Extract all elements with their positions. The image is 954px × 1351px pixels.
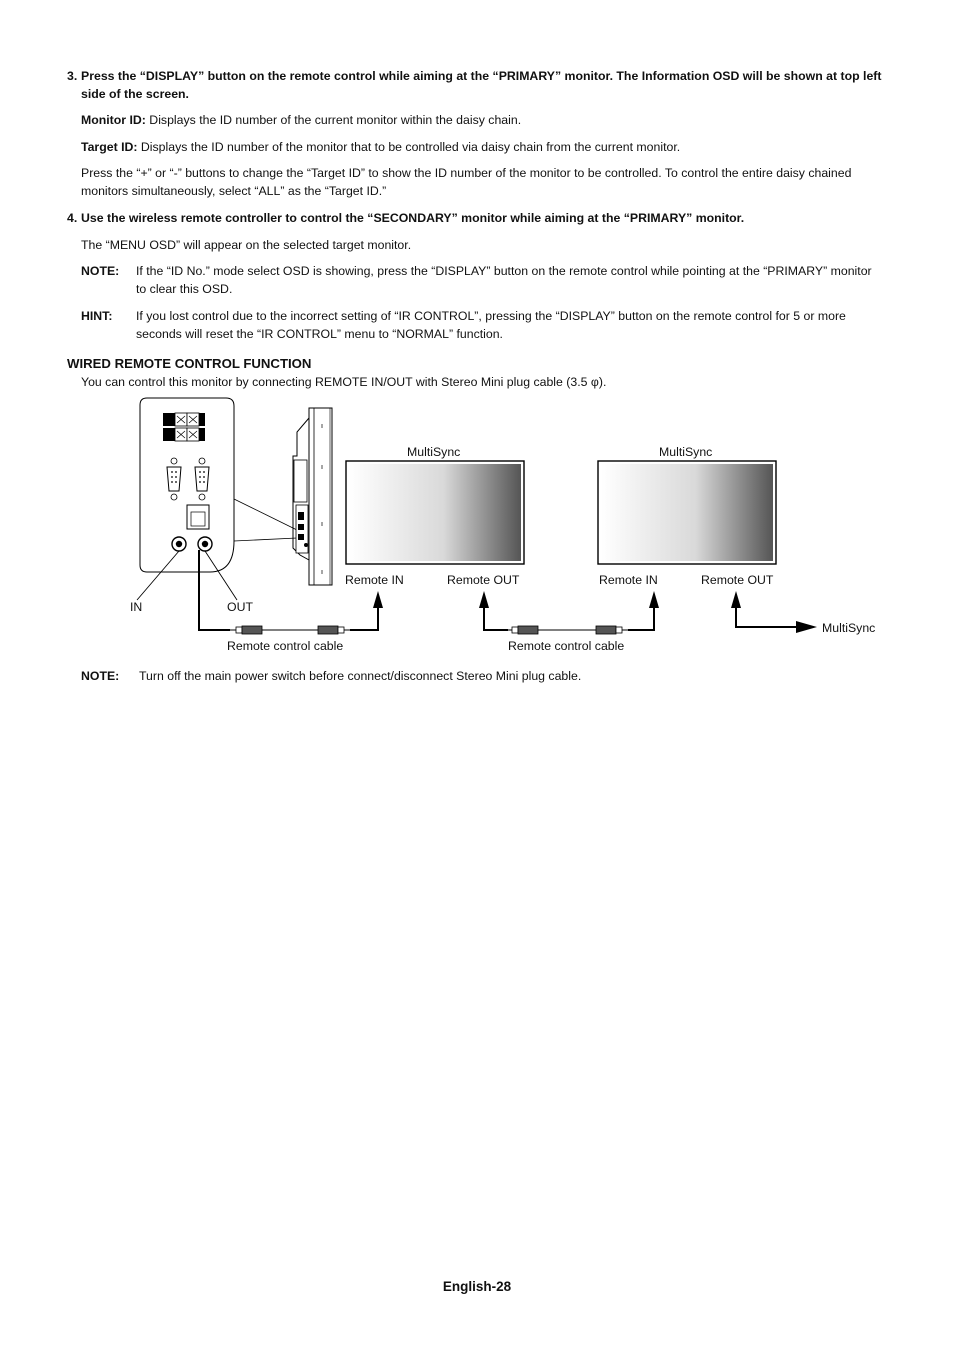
target-id-label: Target ID: <box>81 140 138 154</box>
cable-out-route <box>736 600 800 627</box>
cable-1-label: Remote control cable <box>227 639 344 653</box>
monitor-2-remote-in-label: Remote IN <box>599 573 658 587</box>
lan-port-icon <box>187 505 209 529</box>
note-label: NOTE: <box>81 669 120 683</box>
connector-panel <box>137 398 237 600</box>
monitor-1-label: MultiSync <box>407 445 461 459</box>
step-text: Use the wireless remote controller to control the “SECONDARY” monitor while aiming at the “PRIMARY” monitor. <box>81 211 745 225</box>
note-text: Turn off the main power switch before connect/disconnect Stereo Mini plug cable. <box>139 669 582 683</box>
arrow-right-icon <box>796 621 817 633</box>
monitor-1-remote-out-label: Remote OUT <box>447 573 520 587</box>
remote-in-jack-icon <box>172 537 186 551</box>
monitor-id-label: Monitor ID: <box>81 113 146 127</box>
arrow-up-icon <box>373 591 383 608</box>
monitor-2-label: MultiSync <box>659 445 713 459</box>
section-intro: You can control this monitor by connecting REMOTE IN/OUT with Stereo Mini plug cable (3.5 φ). <box>81 375 607 389</box>
monitor-1 <box>346 461 524 564</box>
note-label: NOTE: <box>81 264 120 278</box>
hint-text: If you lost control due to the incorrect setting of “IR CONTROL”, pressing the “DISPLAY” button on the remote control for 5 or more seconds will reset the “IR CONTROL” menu to “NORMAL” function. <box>136 309 846 341</box>
cable-2-route <box>484 600 654 630</box>
in-label: IN <box>130 600 143 614</box>
monitor-id-text: Displays the ID number of the current monitor within the daisy chain. <box>145 113 522 127</box>
stereo-mini-plug-cable-icon <box>230 626 350 634</box>
target-id-text: Displays the ID number of the monitor that to be controlled via daisy chain from the current monitor. <box>137 140 681 154</box>
out-label: OUT <box>227 600 253 614</box>
monitor-2 <box>598 461 776 564</box>
bottom-note <box>81 667 881 685</box>
arrow-up-icon <box>649 591 659 608</box>
cable-2-label: Remote control cable <box>508 639 625 653</box>
section-heading: WIRED REMOTE CONTROL FUNCTION <box>67 356 312 371</box>
monitor-side-view <box>293 408 332 585</box>
step-number: 3. <box>67 69 78 83</box>
monitor-2-remote-out-label: Remote OUT <box>701 573 774 587</box>
step-number: 4. <box>67 211 78 225</box>
step-text: Press the “DISPLAY” button on the remote control while aiming at the “PRIMARY” monitor. The Information OSD will be shown at top left side of the screen. <box>81 69 882 101</box>
target-id-instructions: Press the “+” or “-” buttons to change the “Target ID” to show the ID number of the monitor to be controlled. To control the entire daisy chained monitors simultaneously, select “ALL” as the “Target ID.” <box>81 166 852 198</box>
hint-label: HINT: <box>81 309 113 323</box>
stereo-mini-plug-cable-icon <box>508 626 628 634</box>
menu-osd-paragraph: The “MENU OSD” will appear on the selected target monitor. <box>81 238 412 252</box>
remote-out-jack-icon <box>198 537 212 551</box>
monitor-1-remote-in-label: Remote IN <box>345 573 404 587</box>
page-number: English-28 <box>442 1279 512 1294</box>
note-text: If the “ID No.” mode select OSD is showing, press the “DISPLAY” button on the remote control while pointing at the “PRIMARY” monitor to clear this OSD. <box>136 264 872 296</box>
next-monitor-label: MultiSync <box>822 621 876 635</box>
